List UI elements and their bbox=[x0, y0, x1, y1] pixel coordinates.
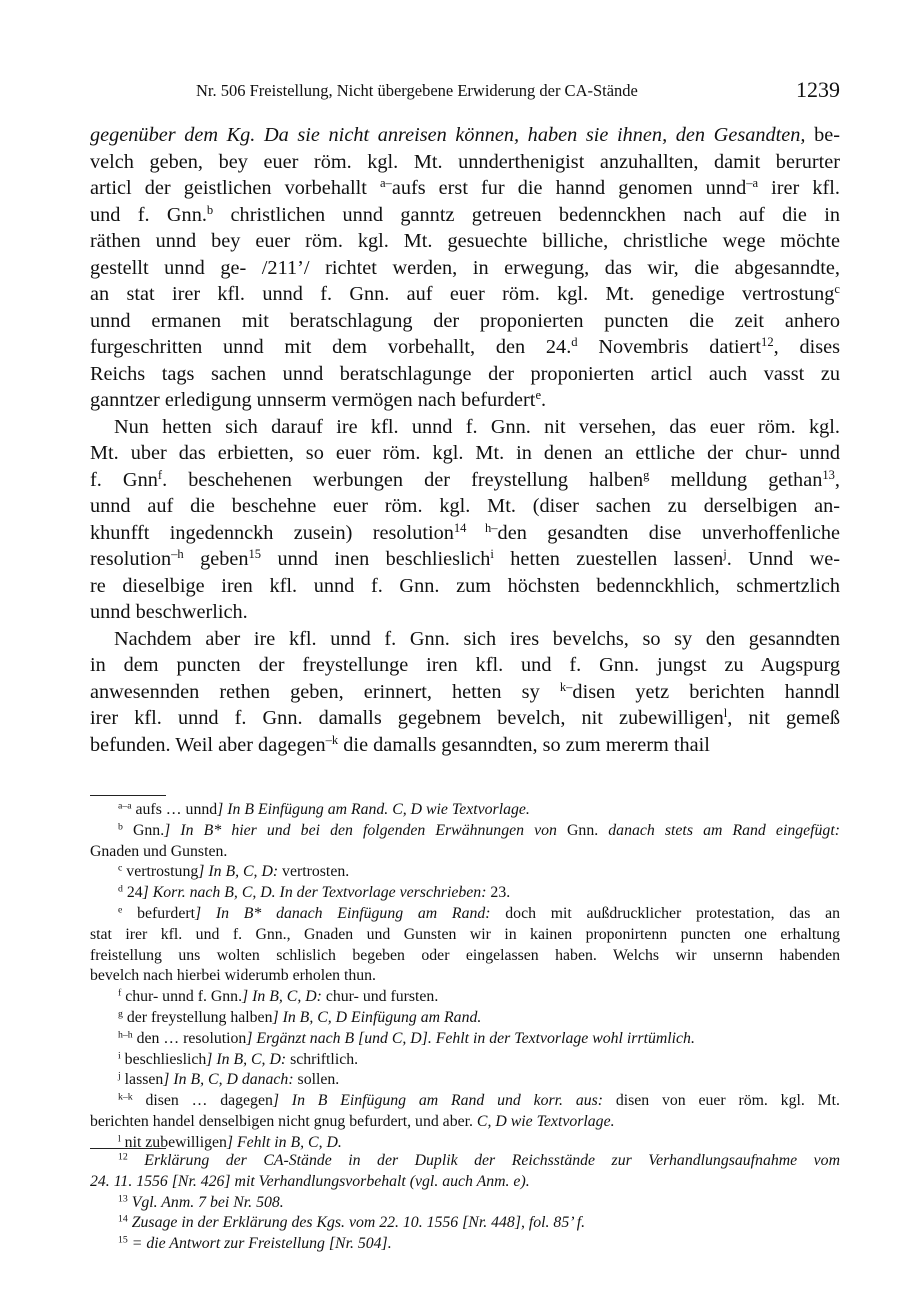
body-text-line: unnd auf die beschehne euer röm. kgl. Mt. (diser sachen zu derselbigen an- bbox=[90, 495, 840, 517]
footnotes bbox=[90, 1151, 840, 1255]
textual-note-line: $^i$ beschlieslich] In B, C, D: schriftlich. bbox=[118, 1050, 359, 1068]
body-text-line: furgeschritten unnd mit dem vorbehallt, den 24.$^d$ Novembris datiert$^{12}$, dises bbox=[90, 335, 840, 358]
body-text-line: an stat irer kfl. unnd f. Gnn. auf euer röm. kgl. Mt. genedige vertrostung$^c$ bbox=[90, 282, 840, 305]
page-number: 1239 bbox=[796, 77, 840, 102]
textual-note-line: freistellung uns wolten schlislich begeben oder eingelassen haben. Welchs wir unsernn habenden bbox=[90, 946, 840, 964]
textual-note-line: bevelch nach hierbei widerumb erholen thun. bbox=[90, 967, 376, 985]
textual-note-line: $^{h-h}$ den … resolution] Ergänzt nach B [und C, D]. Fehlt in der Textvorlage wohl irrtümlich. bbox=[118, 1029, 695, 1047]
footnotes-separator bbox=[90, 1148, 166, 1149]
textual-note-line: stat irer kfl. und f. Gnn., Gnaden und Gunsten wir in kainen proponirtenn puncten one erhaltung bbox=[90, 925, 840, 943]
body-text-line: in dem puncten der freystellunge iren kfl. und f. Gnn. jungst zu Augspurg bbox=[90, 654, 840, 676]
textual-note-line: $^l$ nit zubewilligen] Fehlt in B, C, D. bbox=[118, 1133, 342, 1151]
body-text-line: unnd ermanen mit beratschlagung der proponierten puncten die zeit anhero bbox=[90, 309, 840, 332]
textual-notes-separator bbox=[90, 795, 166, 796]
body-text-line: unnd beschwerlich. bbox=[90, 601, 248, 623]
body-text-line: gestellt unnd ge- /211’/ richtet werden, in erwegung, das wir, die abgesanndte, bbox=[90, 256, 840, 279]
textual-note-line: $^b$ Gnn.] In B* hier und bei den folgenden Erwähnungen von Gnn. danach stets am Rand eingefügt: bbox=[118, 821, 840, 839]
body-text-line: anwesennden rethen geben, erinnert, hetten sy $^{k-}$disen yetz berichten hanndl bbox=[90, 679, 840, 703]
textual-note-line: $^j$ lassen] In B, C, D danach: sollen. bbox=[118, 1070, 340, 1089]
textual-note-line: $^d$ 24] Korr. nach B, C, D. In der Textvorlage verschrieben: 23. bbox=[118, 883, 511, 902]
textual-note-line: $^g$ der freystellung halben] In B, C, D Einfügung am Rand. bbox=[118, 1008, 482, 1026]
body-text-line: ganntzer erledigung unnserm vermögen nach befurdert$^e$. bbox=[90, 388, 547, 411]
running-title: Nr. 506 Freistellung, Nicht übergebene Erwiderung der CA-Stände bbox=[196, 81, 638, 100]
body-text-line: räthen unnd bey euer röm. kgl. Mt. gesuechte billiche, christliche wege möchte bbox=[90, 230, 840, 252]
body-text-line: articl der geistlichen vorbehallt $^{a-}$aufs erst fur die hannd genomen unnd$^{-a}$ irer kfl. bbox=[90, 176, 840, 199]
textual-note-line: $^f$ chur- unnd f. Gnn.] In B, C, D: chur- und fursten. bbox=[118, 987, 439, 1006]
body-text-line: und f. Gnn.$^b$ christlichen unnd ganntz getreuen bedennckhen nach auf die in bbox=[90, 202, 840, 226]
footnote-line: 24. 11. 1556 [Nr. 426] mit Verhandlungsvorbehalt (vgl. auch Anm. e). bbox=[90, 1172, 530, 1190]
textual-note-line: $^{a-a}$ aufs … unnd] In B Einfügung am Rand. C, D wie Textvorlage. bbox=[118, 800, 530, 818]
textual-note-line: $^c$ vertrostung] In B, C, D: vertrosten. bbox=[118, 863, 350, 881]
textual-note-line: berichten handel denselbigen nicht gnug befurdert, und aber. C, D wie Textvorlage. bbox=[90, 1112, 615, 1130]
textual-note-line: Gnaden und Gunsten. bbox=[90, 842, 228, 860]
body-text-line: Mt. uber das erbietten, so euer röm. kgl. Mt. in denen an ettliche der chur- unnd bbox=[90, 442, 840, 464]
body-text-line: re dieselbige iren kfl. unnd f. Gnn. zum höchsten bedennckhlich, schmertzlich bbox=[90, 574, 840, 597]
body-text-line: Nachdem aber ire kfl. unnd f. Gnn. sich ires bevelchs, so sy den gesanndten bbox=[114, 627, 840, 650]
textual-note-line: $^e$ befurdert] In B* danach Einfügung am Rand: doch mit außdrucklicher protestation, das an bbox=[118, 904, 840, 922]
footnote-line: $^{13}$ Vgl. Anm. 7 bei Nr. 508. bbox=[118, 1193, 284, 1211]
body-text-line: Reichs tags sachen unnd beratschlagunge der proponierten articl auch vasst zu bbox=[90, 362, 840, 385]
main-text bbox=[90, 122, 840, 758]
body-text-line: gegenüber dem Kg. Da sie nicht anreisen können, haben sie ihnen, den Gesandten, be- bbox=[90, 124, 840, 146]
body-text-line: befunden. Weil aber dagegen$^{-k}$ die damalls gesanndten, so zum mererm thail bbox=[90, 732, 710, 756]
body-text-line: resolution$^{-h}$ geben$^{15}$ unnd inen beschlieslich$^i$ hetten zuestellen lassen$^j$. Unnd we- bbox=[90, 547, 840, 570]
footnote-line: $^{12}$ Erklärung der CA-Stände in der Duplik der Reichsstände zur Verhandlungsaufnahme vom bbox=[118, 1151, 840, 1169]
body-text-line: khunfft ingedennckh zusein) resolution$^{14 h-}$den gesandten dise unverhoffenliche bbox=[90, 520, 840, 544]
body-text-line: irer kfl. unnd f. Gnn. damalls gegebnem bevelch, nit zubewilligen$^l$, nit gemeß bbox=[90, 706, 840, 729]
body-text-line: f. Gnn$^f$. beschehenen werbungen der freystellung halben$^g$ melldung gethan$^{13}$, bbox=[90, 467, 840, 491]
body-text-line: velch geben, bey euer röm. kgl. Mt. unnderthenigist anzuhallten, damit berurter bbox=[90, 150, 840, 173]
running-header bbox=[90, 77, 840, 111]
textual-notes bbox=[90, 800, 840, 1154]
footnote-line: $^{14}$ Zusage in der Erklärung des Kgs. vom 22. 10. 1556 [Nr. 448], fol. 85’ f. bbox=[118, 1214, 586, 1232]
body-text-line: Nun hetten sich darauf ire kfl. unnd f. Gnn. nit versehen, das euer röm. kgl. bbox=[114, 415, 840, 438]
footnote-line: $^{15}$ = die Antwort zur Freistellung [Nr. 504]. bbox=[118, 1234, 392, 1253]
textual-note-line: $^{k-k}$ disen … dagegen] In B Einfügung am Rand und korr. aus: disen von euer röm. kgl. Mt. bbox=[118, 1091, 840, 1110]
